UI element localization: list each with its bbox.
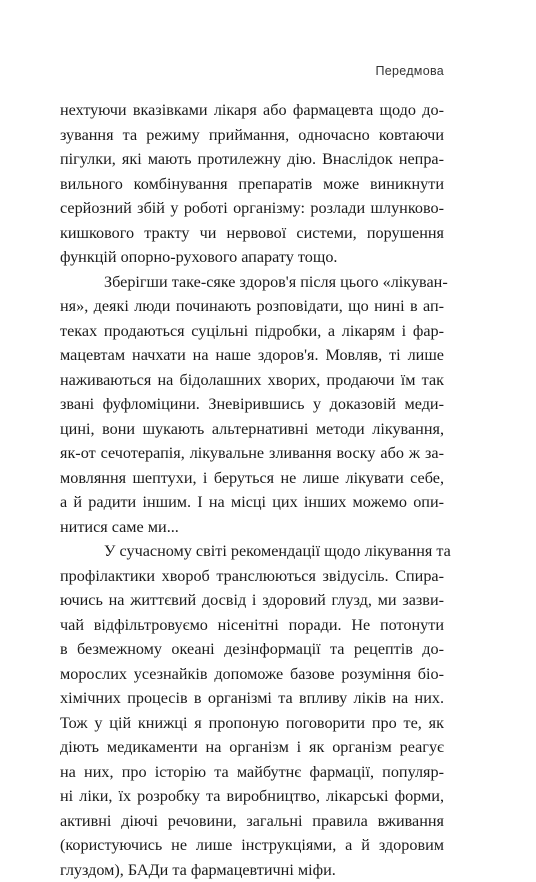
text-line: серйозний збій у роботі організму: розлади шлунково- <box>60 196 444 221</box>
paragraph <box>60 270 444 540</box>
text-line: мовляння шептухи, і беруться не лише лікувати себе, <box>60 466 444 491</box>
text-line: зування та режиму приймання, одночасно ковтаючи <box>60 123 444 148</box>
text-line: діють медикаменти на організм і як організм реагує <box>60 735 444 760</box>
text-line: У сучасному світі рекомендації щодо лікування та <box>60 539 444 564</box>
paragraph <box>60 98 444 270</box>
text-line: морослих усезнайків допоможе базове розуміння біо- <box>60 662 444 687</box>
text-line: ня», деякі люди починають розповідати, що нині в ап- <box>60 294 444 319</box>
text-line: (користуючись не лише інструкціями, а й здоровим <box>60 833 444 858</box>
text-line: а й радити іншим. І на місці цих інших можемо опи- <box>60 490 444 515</box>
body-text <box>60 98 444 882</box>
text-line: кишкового тракту чи нервової системи, порушення <box>60 221 444 246</box>
text-line: профілактики хвороб транслюються звідусіль. Спира- <box>60 564 444 589</box>
text-line: функцій опорно-рухового апарату тощо. <box>60 245 444 270</box>
text-line: на них, про історію та майбутнє фармації, популяр- <box>60 760 444 785</box>
text-line: наживаються на бідолашних хворих, продаючи їм так <box>60 368 444 393</box>
text-line: теках продаються суцільні підробки, а лікарям і фар- <box>60 319 444 344</box>
text-line: ючись на життєвий досвід і здоровий глузд, ми зазви- <box>60 588 444 613</box>
text-line: як-от сечотерапія, лікувальне зливання воску або ж за- <box>60 441 444 466</box>
text-line: пігулки, які мають протилежну дію. Внаслідок непра- <box>60 147 444 172</box>
text-line: Зберігши таке-сяке здоров'я після цього «лікуван- <box>60 270 444 295</box>
text-line: ні ліки, їх розробку та виробництво, лікарські форми, <box>60 784 444 809</box>
text-line: активні діючі речовини, загальні правила вживання <box>60 809 444 834</box>
text-line: Тож у цій книжці я пропоную поговорити про те, як <box>60 711 444 736</box>
text-line: звані фуфломіцини. Зневірившись у доказовій меди- <box>60 392 444 417</box>
text-line: мацевтам начхати на наше здоров'я. Мовляв, ті лише <box>60 343 444 368</box>
text-line: в безмежному океані дезінформації та рецептів до- <box>60 637 444 662</box>
text-line: нитися саме ми... <box>60 515 444 540</box>
text-line: чай відфільтровуємо нісенітні поради. Не потонути <box>60 613 444 638</box>
text-line: цині, вони шукають альтернативні методи лікування, <box>60 417 444 442</box>
text-line: вильного комбінування препаратів може виникнути <box>60 172 444 197</box>
text-line: хімічних процесів в організмі та впливу ліків на них. <box>60 686 444 711</box>
running-head-title: Передмова <box>375 64 444 78</box>
paragraph <box>60 539 444 882</box>
text-line: нехтуючи вказівками лікаря або фармацевта щодо до- <box>60 98 444 123</box>
text-line: глуздом), БАДи та фармацевтичні міфи. <box>60 858 444 882</box>
